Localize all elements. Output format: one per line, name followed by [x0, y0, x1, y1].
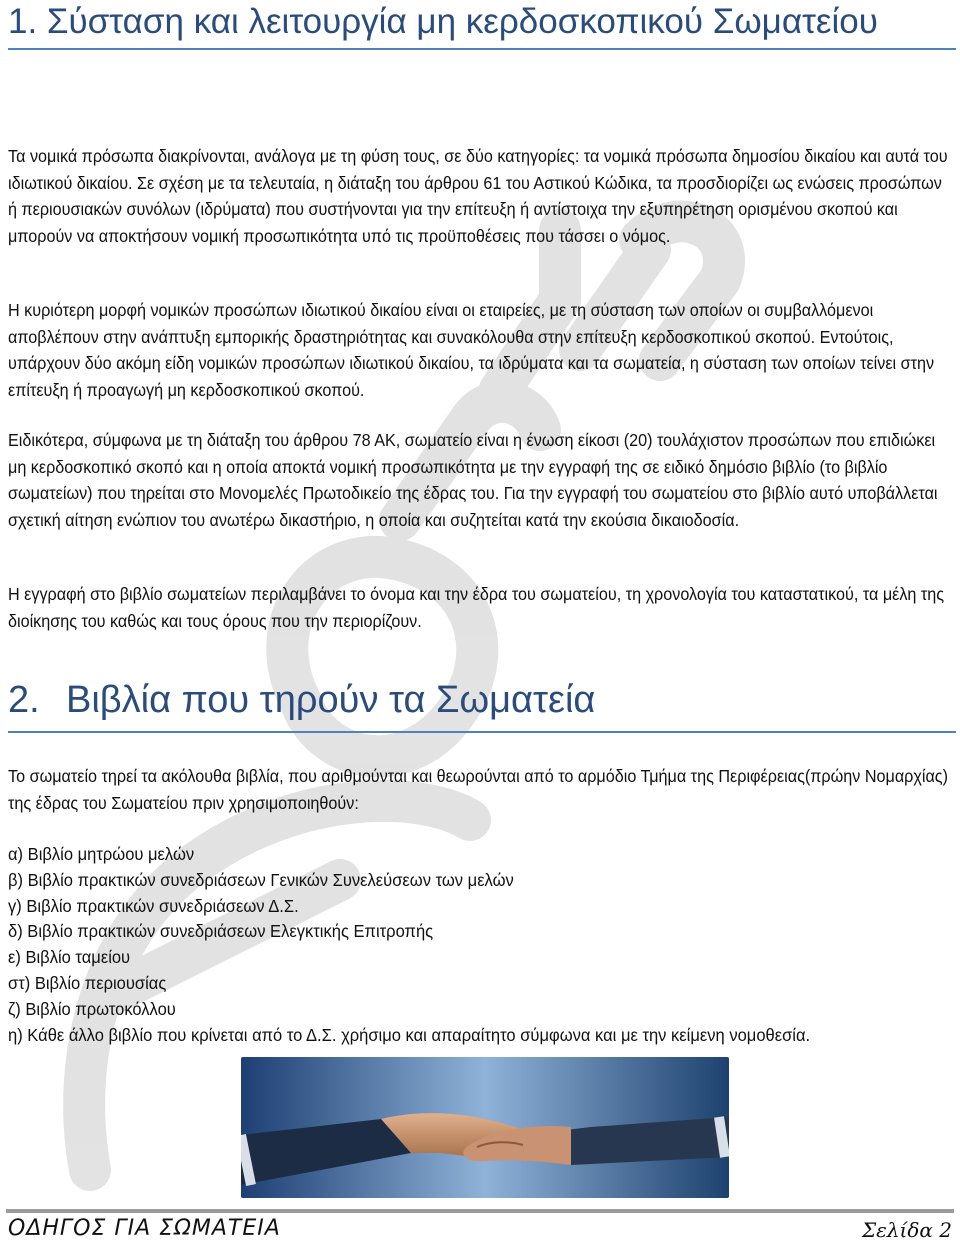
heading-rule	[8, 731, 956, 733]
books-list	[8, 842, 948, 1048]
paragraph-books-intro: Το σωματείο τηρεί τα ακόλουθα βιβλία, που αριθμούνται και θεωρούνται από το αρμόδιο Τμήμα της Περιφέρειας(πρώην Νομαρχίας) της έδρας του Σωματείου πριν χρησιμοποιηθούν:	[8, 766, 948, 813]
list-item: ε) Βιβλίο ταμείου	[8, 947, 131, 968]
footer-rule	[6, 1209, 954, 1213]
section-2-title: Βιβλία που τηρούν τα Σωματεία	[66, 679, 596, 721]
handshake-photo	[241, 1057, 729, 1198]
section-1-heading: 1. Σύσταση και λειτουργία μη κερδοσκοπικού Σωματείου	[8, 2, 878, 41]
list-item: ζ) Βιβλίο πρωτοκόλλου	[8, 998, 176, 1019]
heading-rule	[8, 48, 956, 50]
paragraph-legal-entities: Τα νομικά πρόσωπα διακρίνονται, ανάλογα με τη φύση τους, σε δύο κατηγορίες: τα νομικά πρόσωπα δημοσίου δικαίου και αυτά του ιδιωτικού δικαίου. Σε σχέση με τα τελευταία, η διάταξη του άρθρου 61 του Αστικού Κώδικα, τα προσδιορίζει ως ενώσεις προσώπων ή περιουσιακών συνόλων (ιδρύματα) που συστήνονται για την επίτευξη ή αντίστοιχα την εξυπηρέτηση ορισμένου σκοπού και μπορούν να αποκτήσουν νομική προσωπικότητα υπό τις προϋποθέσεις που τάσσει ο νόμος.	[8, 146, 948, 246]
section-2-number: 2.	[8, 679, 40, 721]
list-item: α) Βιβλίο μητρώου μελών	[8, 844, 195, 864]
section-2-heading	[8, 676, 595, 724]
list-item: στ) Βιβλίο περιουσίας	[8, 972, 167, 993]
list-item: δ) Βιβλίο πρακτικών συνεδριάσεων Ελεγκτικής Επιτροπής	[8, 921, 434, 942]
paragraph-private-law-forms: Η κυριότερη μορφή νομικών προσώπων ιδιωτικού δικαίου είναι οι εταιρείες, με τη σύσταση των οποίων οι συμβαλλόμενοι αποβλέπουν στην ανάπτυξη εμπορικής δραστηριότητας και συνακόλουθα στην επίτευξη κερδοσκοπικού σκοπού. Εντούτοις, υπάρχουν δύο ακόμη είδη νομικών προσώπων ιδιωτικού δικαίου, τα ιδρύματα και τα σωματεία, η σύσταση των οποίων τείνει στην επίτευξη ή προαγωγή μη κερδοσκοπικού σκοπού.	[8, 300, 935, 400]
paragraph-registration: Η εγγραφή στο βιβλίο σωματείων περιλαμβάνει το όνομα και την έδρα του σωματείου, τη χρονολογία του καταστατικού, τα μέλη της διοίκησης του καθώς και τους όρους που την περιορίζουν.	[8, 584, 945, 631]
list-item: η) Κάθε άλλο βιβλίο που κρίνεται από το Δ.Σ. χρήσιμο και απαραίτητο σύμφωνα και με την κείμενη νομοθεσία.	[8, 1024, 811, 1045]
footer-title: ΟΔΗΓΟΣ ΓΙΑ ΣΩΜΑΤΕΙΑ	[8, 1216, 281, 1241]
list-item: β) Βιβλίο πρακτικών συνεδριάσεων Γενικών Συνελεύσεων των μελών	[8, 869, 514, 890]
paragraph-association-definition: Ειδικότερα, σύμφωνα με τη διάταξη του άρθρου 78 ΑΚ, σωματείο είναι η ένωση είκοσι (20) τουλάχιστον προσώπων που επιδιώκει μη κερδοσκοπικό σκοπό και η οποία αποκτά νομική προσωπικότητα με την εγγραφή της σε ειδικό δημόσιο βιβλίο (το βιβλίο σωματείων) που τηρείται στο Μονομελές Πρωτοδικείο της έδρας του. Για την εγγραφή του σωματείου στο βιβλίο αυτό υποβάλλεται σχετική αίτηση ενώπιον του ανωτέρω δικαστήριο, η οποία και συζητείται κατά την εκούσια δικαιοδοσία.	[8, 430, 938, 530]
list-item: γ) Βιβλίο πρακτικών συνεδριάσεων Δ.Σ.	[8, 895, 299, 916]
page-number: Σελίδα 2	[861, 1218, 952, 1242]
